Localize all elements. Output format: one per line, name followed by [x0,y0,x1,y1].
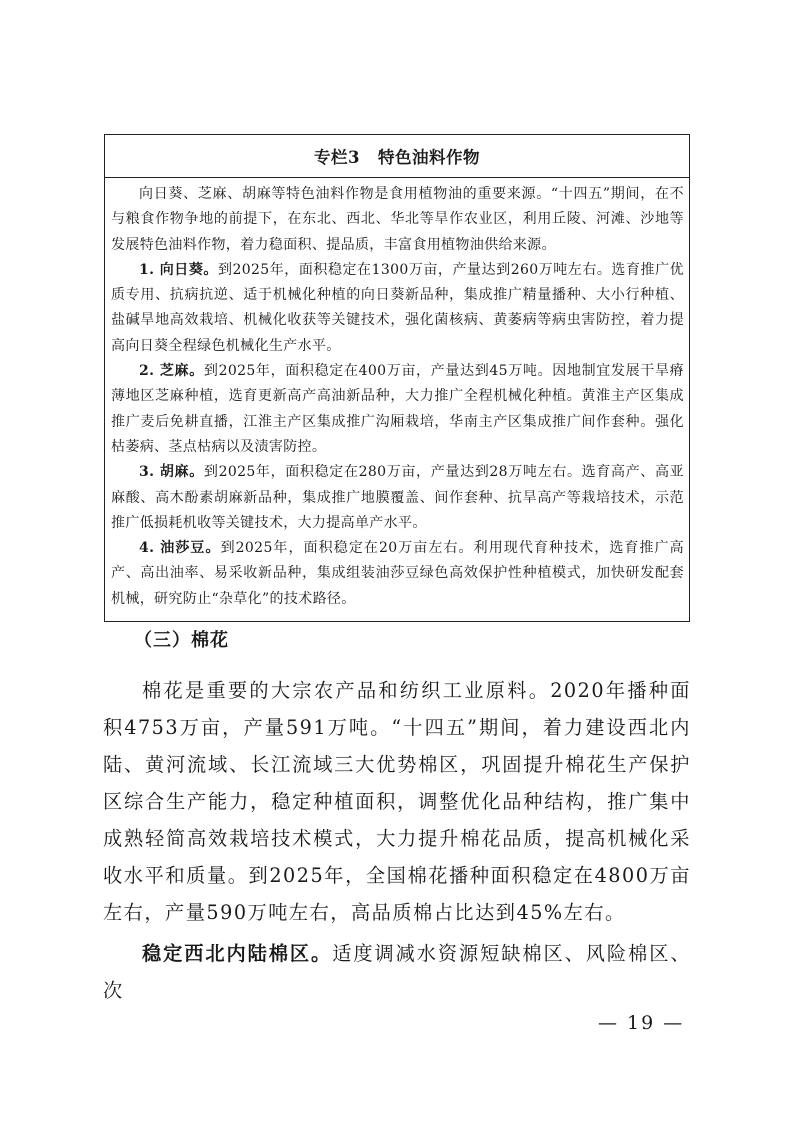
column-body [105,178,689,612]
column-title-text: 特色油料作物 [377,148,480,167]
paragraph-text: 适度调减水资源短缺棉区、风险棉区、次 [103,942,692,1002]
column-item [111,460,684,536]
body-paragraph [103,935,691,1009]
column-number: 专栏3 [314,148,360,167]
column-intro: 向日葵、芝麻、胡麻等特色油料作物是食用植物油的重要来源。“十四五”期间，在不与粮食作物争地的前提下，在东北、西北、华北等旱作农业区，利用丘陵、河滩、沙地等发展特色油料作物，着力稳面积、提品质，丰富食用植物油供给来源。 [111,186,684,253]
column-item [111,258,684,359]
page-number: — 19 — [598,1012,685,1034]
paragraph-lead: 稳定西北内陆棉区。 [142,942,333,965]
column-box [104,134,690,622]
column-item [111,536,684,612]
section-heading: （三）棉花 [134,630,229,651]
column-item-text: 到2025年，面积稳定在20万亩左右。利用现代育种技术，选育推广高产、高出油率、易采收新品种，集成组装油莎豆绿色高效保护性种植模式，加快研发配套机械，研究防止“杂草化”的技术路径。 [111,540,684,607]
column-item-text: 到2025年，面积稳定在400万亩，产量达到45万吨。因地制宜发展干旱瘠薄地区芝麻种植，选育更新高产高油新品种，大力推广全程机械化种植。黄淮主产区集成推广麦后免耕直播，江淮主产区集成推广沟厢栽培，华南主产区集成推广间作套种。强化枯萎病、茎点枯病以及渍害防控。 [111,363,685,455]
column-item-head: 2. 芝麻。 [139,363,204,380]
column-item-text: 到2025年，面积稳定在1300万亩，产量达到260万吨左右。选育推广优质专用、抗病抗逆、适于机械化种植的向日葵新品种，集成推广精量播种、大小行种植、盐碱旱地高效栽培、机械化收获等关键技术，强化菌核病、黄萎病等病虫害防控，着力提高向日葵全程绿色机械化生产水平。 [111,261,684,354]
column-item-head: 1. 向日葵。 [139,261,218,278]
main-text [103,672,691,1009]
column-title [105,135,689,178]
body-paragraph: 棉花是重要的大宗农产品和纺织工业原料。2020年播种面积4753万亩，产量591万吨。“十四五”期间，着力建设西北内陆、黄河流域、长江流域三大优势棉区，巩固提升棉花生产保护区综合生产能力，稳定种植面积，调整优化品种结构，推广集中成熟轻简高效栽培技术模式，大力提升棉花品质，提高机械化采收水平和质量。到2025年，全国棉花播种面积稳定在4800万亩左右，产量590万吨左右，高品质棉占比达到45%左右。 [103,679,691,924]
column-item-head: 4. 油莎豆。 [139,540,221,557]
column-item-head: 3. 胡麻。 [139,464,204,481]
column-item [111,359,684,460]
column-item-text: 到2025年，面积稳定在280万亩，产量达到28万吨左右。选育高产、高亚麻酸、高木酚素胡麻新品种，集成推广地膜覆盖、间作套种、抗旱高产等栽培技术，示范推广低损耗机收等关键技术，大力提高单产水平。 [111,464,685,531]
